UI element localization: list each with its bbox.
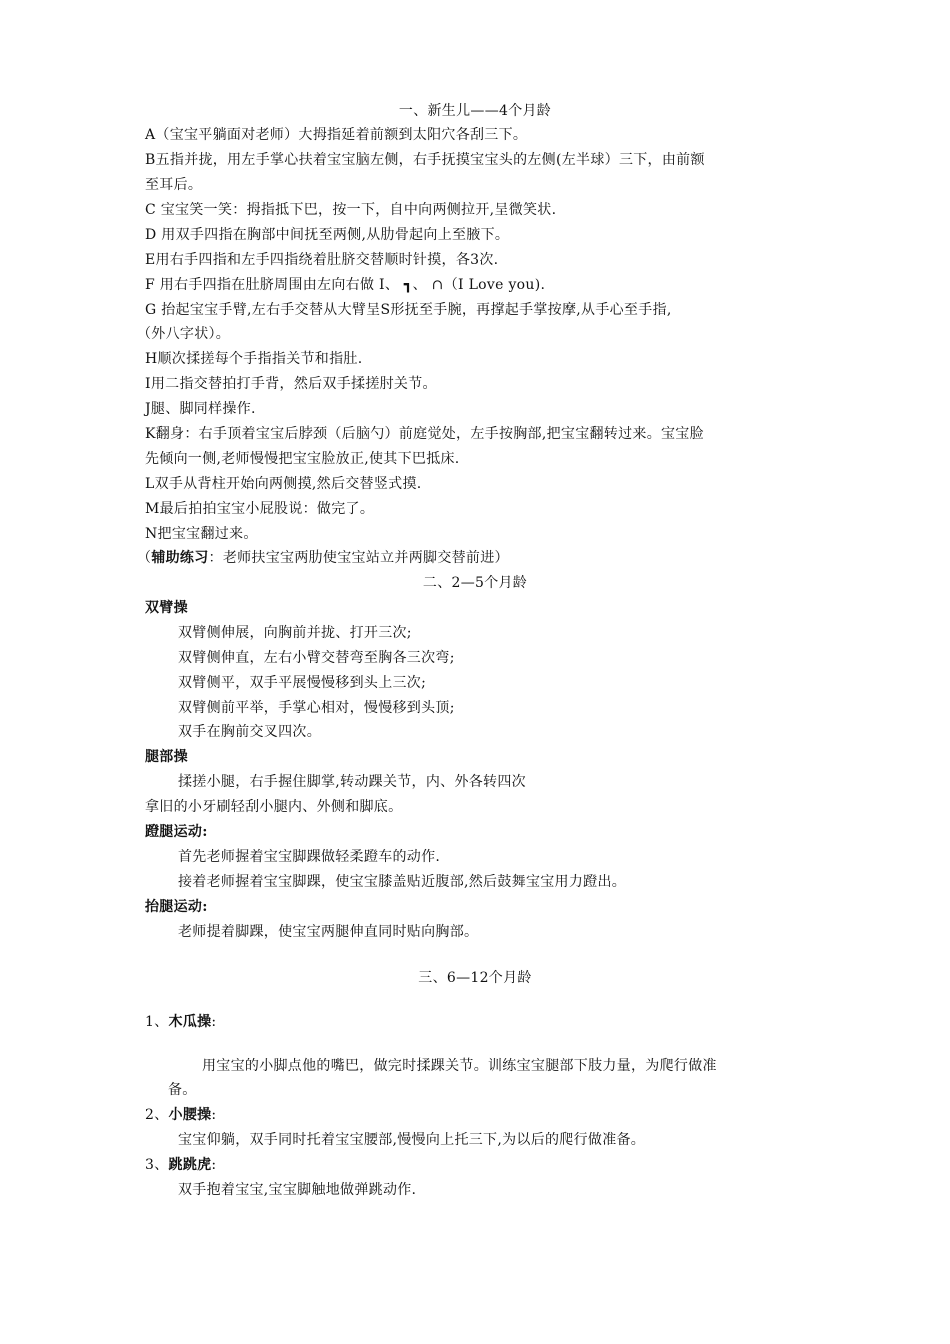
s1-line-h: H顺次揉搓每个手指指关节和指肚.	[145, 351, 363, 367]
lift-exercise-heading: 抬腿运动:	[145, 899, 208, 915]
s1-line-b-cont: 至耳后。	[145, 177, 203, 193]
arm-line-3: 双臂侧平，双手平展慢慢移到头上三次;	[178, 675, 427, 691]
kick-line-2: 接着老师握着宝宝脚踝，使宝宝膝盖贴近腹部,然后鼓舞宝宝用力蹬出。	[178, 874, 627, 890]
item-3-heading: 3、跳跳虎:	[145, 1157, 217, 1173]
section-2-title: 二、2—5个月龄	[422, 575, 528, 591]
item-1-heading: 1、木瓜操:	[145, 1014, 217, 1030]
s1-line-j: J腿、脚同样操作.	[145, 401, 256, 417]
s1-line-f: F 用右手四指在肚脐周围由左向右做 I、 ┓、 ∩（I Love you).	[145, 277, 546, 293]
arm-line-4: 双臂侧前平举，手掌心相对，慢慢移到头顶;	[178, 700, 455, 716]
s1-line-b: B五指并拢，用左手掌心扶着宝宝脑左侧，右手抚摸宝宝头的左侧(左半球）三下，由前额	[145, 152, 705, 168]
item-2-heading: 2、小腰操:	[145, 1107, 217, 1123]
s1-line-e: E用右手四指和左手四指绕着肚脐交替顺时针摸，各3次.	[145, 252, 499, 268]
item-1-line-1: 用宝宝的小脚点他的嘴巴，做完时揉踝关节。训练宝宝腿部下肢力量，为爬行做准	[202, 1058, 717, 1074]
arm-line-2: 双臂侧伸直，左右小臂交替弯至胸各三次弯;	[178, 650, 455, 666]
leg-exercise-heading: 腿部操	[145, 749, 188, 765]
s1-aux-line: （辅助练习：老师扶宝宝两肋使宝宝站立并两脚交替前进）	[137, 550, 509, 566]
s1-line-n: N把宝宝翻过来。	[145, 526, 258, 542]
kick-line-1: 首先老师握着宝宝脚踝做轻柔蹬车的动作.	[178, 849, 441, 865]
s1-line-i: I用二指交替拍打手背，然后双手揉搓肘关节。	[145, 376, 437, 392]
section-3-title: 三、6—12个月龄	[418, 970, 532, 986]
s1-line-g-cont: （外八字状）。	[137, 326, 231, 342]
aux-label: 辅助练习	[151, 550, 209, 566]
arm-exercise-heading: 双臂操	[145, 600, 188, 616]
item-2-line-1: 宝宝仰躺，双手同时托着宝宝腰部,慢慢向上托三下,为以后的爬行做准备。	[178, 1132, 646, 1148]
s1-line-d: D 用双手四指在胸部中间抚至两侧,从肋骨起向上至腋下。	[145, 227, 510, 243]
kick-exercise-heading: 蹬腿运动:	[145, 824, 208, 840]
s1-line-a: A（宝宝平躺面对老师）大拇指延着前额到太阳穴各刮三下。	[145, 127, 528, 143]
arm-line-5: 双手在胸前交叉四次。	[178, 724, 321, 740]
s1-line-k-cont: 先倾向一侧,老师慢慢把宝宝脸放正,使其下巴抵床.	[145, 451, 460, 467]
item-3-line-1: 双手抱着宝宝,宝宝脚触地做弹跳动作.	[178, 1182, 417, 1198]
lift-line-1: 老师提着脚踝，使宝宝两腿伸直同时贴向胸部。	[178, 924, 479, 940]
s1-line-k: K翻身：右手顶着宝宝后脖颈（后脑勺）前庭觉处，左手按胸部,把宝宝翻转过来。宝宝脸	[145, 426, 704, 442]
section-1-title: 一、新生儿——4个月龄	[398, 103, 552, 119]
s1-line-l: L双手从背柱开始向两侧摸,然后交替竖式摸.	[145, 476, 422, 492]
s1-line-g: G 抬起宝宝手臂,左右手交替从大臂呈S形抚至手腕，再撑起手掌按摩,从手心至手指,	[145, 302, 672, 318]
s1-line-m: M最后拍拍宝宝小屁股说：做完了。	[145, 501, 375, 517]
arm-line-1: 双臂侧伸展，向胸前并拢、打开三次;	[178, 625, 412, 641]
leg-line-2: 拿旧的小牙刷轻刮小腿内、外侧和脚底。	[145, 799, 403, 815]
aux-text: ：老师扶宝宝两肋使宝宝站立并两脚交替前进）	[208, 550, 509, 566]
leg-line-1: 揉搓小腿，右手握住脚掌,转动踝关节，内、外各转四次	[178, 774, 526, 790]
s1-line-c: C 宝宝笑一笑：拇指抵下巴，按一下，自中向两侧拉开,呈微笑状.	[145, 202, 557, 218]
item-1-line-2: 备。	[168, 1082, 197, 1098]
